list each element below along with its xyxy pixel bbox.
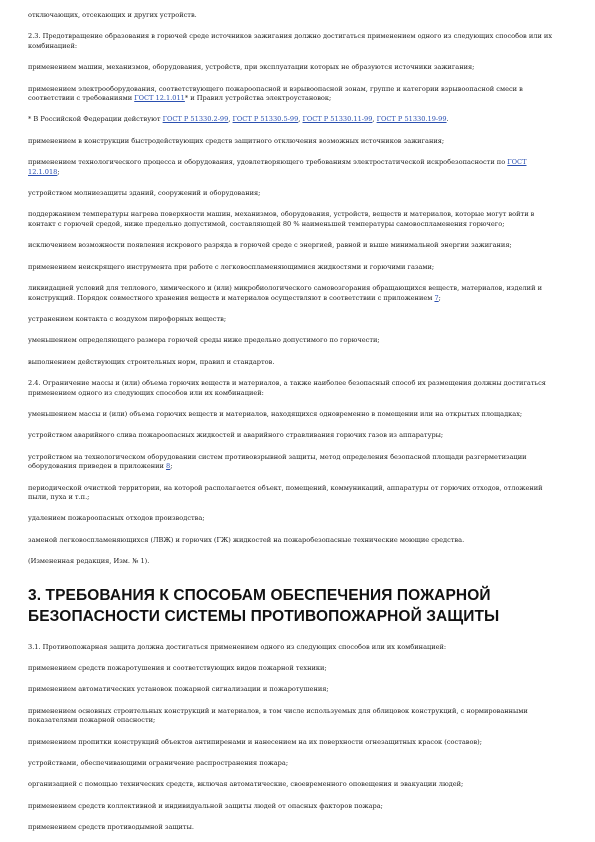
footnote: * В Российской Федерации действуют ГОСТ Р 51330.2-99, ГОСТ Р 51330.5-99, ГОСТ Р 51330.11-99, ГОСТ Р 51330.19-99. — [28, 115, 449, 124]
paragraph — [28, 85, 559, 104]
paragraph: устройством аварийного слива пожароопасных жидкостей и аварийного стравливания горючих газов из аппаратуры; — [28, 431, 444, 440]
paragraph: применением средств пожаротушения и соответствующих видов пожарной техники; — [28, 664, 327, 672]
gost-link[interactable]: ГОСТ 12.1.011 — [134, 94, 185, 103]
paragraph: периодической очисткой территории, на которой располагается объект, помещений, коммуникаций, аппаратуры от горючих отходов, отложений пыли, пуха и т.п.; — [28, 483, 543, 501]
paragraph: применением средств коллективной и индивидуальной защиты людей от опасных факторов пожара; — [28, 801, 383, 810]
paragraph: отключающих, отсекающих и других устройств. — [28, 11, 197, 19]
text-run: устройством на технологическом оборудовании систем противовзрывной защиты, метод определения безопасной площади разгерметизации оборудования приведен в приложении — [28, 452, 527, 471]
text-run: применением электрооборудования, соответствующего пожароопасной и взрывоопасной зонам, группе и категории взрывоопасной смеси в соответствии с требованиями — [28, 84, 523, 103]
paragraph: устройствами, обеспечивающими ограничение распространения пожара; — [28, 759, 289, 768]
paragraph: применением основных строительных конструкций и материалов, в том числе используемых для облицовок конструкций, с нормированными показателями пожарной опасности; — [28, 706, 528, 725]
paragraph — [28, 284, 559, 303]
paragraph: применением машин, механизмов, оборудования, устройств, при эксплуатации которых не образуются источники зажигания; — [28, 63, 475, 72]
text-run: . — [446, 115, 449, 124]
paragraph: поддержанием температуры нагрева поверхности машин, механизмов, оборудования, устройств, веществ и материалов, которые могут войти в контакт с горючей средой, ниже предельно допустимой, составляющей 80 % наименьшей температуры самовоспламенения горючего; — [28, 210, 535, 228]
text-run: ликвидацией условий для теплового, химического и (или) микробиологического самовозгорания обращающихся веществ, материалов, изделий и конструкций. Порядок совместного хранения веществ и материалов осуществляют в соответствии с приложением — [28, 284, 542, 302]
paragraph: применением в конструкции быстродействующих средств защитного отключения возможных источников зажигания; — [28, 136, 445, 145]
text-run: * В Российской Федерации действуют — [28, 115, 163, 124]
gost-link[interactable]: ГОСТ Р 51330.11-99 — [302, 115, 373, 124]
paragraph — [28, 453, 559, 472]
text-run: * и Правил устройства электроустановок; — [184, 94, 332, 103]
gost-link[interactable]: ГОСТ 12.1.018 — [28, 158, 527, 176]
paragraph: исключением возможности появления искрового разряда в горючей среде с энергией, равной и выше минимальной энергии зажигания; — [28, 241, 512, 250]
section-heading: 3. ТРЕБОВАНИЯ К СПОСОБАМ ОБЕСПЕЧЕНИЯ ПОЖАРНОЙ БЕЗОПАСНОСТИ СИСТЕМЫ ПРОТИВОПОЖАРНОЙ ЗАЩИТЫ — [28, 586, 500, 625]
paragraph: применением пропитки конструкций объектов антипиренами и нанесением на их поверхности огнезащитных красок (составов); — [28, 737, 482, 746]
clause-2-3: 2.3. Предотвращение образования в горючей среде источников зажигания должно достигаться применением одного из следующих способов или их комбинацией: — [28, 32, 553, 50]
gost-link[interactable]: ГОСТ Р 51330.19-99 — [376, 115, 447, 124]
gost-link[interactable]: ГОСТ Р 51330.2-99 — [162, 115, 229, 124]
paragraph: уменьшением определяющего размера горючей среды ниже предельно допустимого по горючести; — [28, 336, 380, 345]
text-run: ; — [438, 293, 441, 302]
text-run: ; — [57, 167, 60, 176]
paragraph: удалением пожароопасных отходов производства; — [28, 514, 205, 523]
paragraph: применением автоматических установок пожарной сигнализации и пожаротушения; — [28, 685, 329, 694]
clause-3-1: 3.1. Противопожарная защита должна достигаться применением одного из следующих способов или их комбинацией: — [28, 642, 447, 651]
paragraph: устранением контакта с воздухом пирофорных веществ; — [28, 314, 227, 323]
paragraph: организацией с помощью технических средств, включая автоматические, своевременного оповещения и эвакуации людей; — [28, 780, 464, 789]
paragraph — [28, 158, 559, 177]
text-run: применением технологического процесса и оборудования, удовлетворяющего требованиям электростатической искробезопасности по — [28, 158, 508, 167]
paragraph: уменьшением массы и (или) объема горючих веществ и материалов, находящихся одновременно в помещении или на открытых площадках; — [28, 409, 523, 418]
paragraph: выполнением действующих строительных норм, правил и стандартов. — [28, 357, 275, 366]
gost-link[interactable]: ГОСТ Р 51330.5-99 — [232, 115, 299, 124]
paragraph: применением неискрящего инструмента при работе с легковоспламеняющимися жидкостями и горючими газами; — [28, 262, 435, 271]
clause-2-4: 2.4. Ограничение массы и (или) объема горючих веществ и материалов, а также наиболее безопасный способ их размещения должны достигаться применением одного из следующих способов или их комбинацией: — [28, 379, 546, 397]
appendix-link[interactable]: 7 — [434, 293, 439, 302]
text-run: ; — [170, 462, 173, 471]
appendix-link[interactable]: 8 — [166, 462, 171, 471]
paragraph: применением средств противодымной защиты. — [28, 823, 194, 832]
paragraph: устройством молниезащиты зданий, сооружений и оборудования; — [28, 189, 261, 198]
paragraph: заменой легковоспламеняющихся (ЛВЖ) и горючих (ГЖ) жидкостей на пожаробезопасные технические моющие средства. — [28, 535, 465, 544]
amendment-note: (Измененная редакция, Изм. № 1). — [28, 557, 150, 566]
